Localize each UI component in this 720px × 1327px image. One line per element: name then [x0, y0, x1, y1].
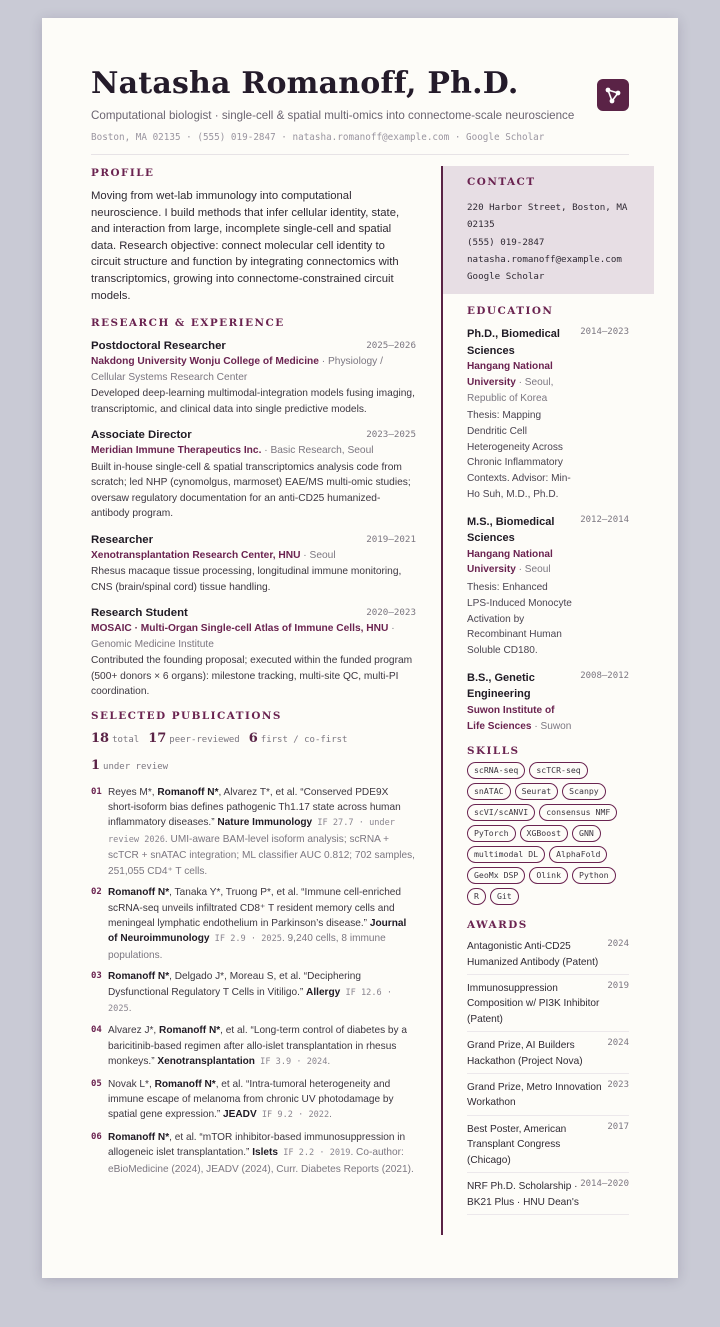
award-name: Grand Prize, AI Builders Hackathon (Project Nova)	[467, 1040, 583, 1067]
job-dates: 2025–2026	[366, 340, 416, 352]
award-name: Antagonistic Anti-CD25 Humanized Antibody (Patent)	[467, 941, 599, 968]
publication-impact: IF 2.9 · 2025	[209, 934, 282, 945]
award-item	[467, 1035, 629, 1074]
skills-tags	[467, 762, 629, 905]
publication-note: .	[327, 1056, 331, 1068]
education-school	[467, 547, 572, 578]
skill-tag: snATAC	[467, 783, 511, 800]
contact-line: 220 Harbor Street, Boston, MA 02135	[467, 202, 628, 231]
job-entry	[91, 532, 416, 596]
contact-line: natasha.romanoff@example.com	[467, 253, 622, 265]
skill-tag: PyTorch	[467, 825, 516, 842]
contact-lines	[467, 199, 654, 285]
profile-heading: PROFILE	[91, 167, 155, 179]
publication-authors: Reyes M*,	[108, 786, 158, 798]
publication-impact: IF 2.2 · 2019	[278, 1148, 351, 1159]
organization-name: Meridian Immune Therapeutics Inc.	[91, 445, 262, 457]
publication-self-author: Romanoff N*	[154, 1078, 216, 1090]
contact-line: Google Scholar	[467, 271, 545, 283]
publication-list	[91, 785, 416, 1177]
contact-panel	[443, 166, 654, 294]
network-graph-icon	[597, 79, 629, 111]
header-contact-line: Boston, MA 02135 · (555) 019-2847 · natasha.romanoff@example.com · Google Scholar	[91, 132, 545, 143]
job-description: Developed deep-learning multimodal-integration models fusing imaging, transcriptomic, and clinical data into single predictive models.	[91, 388, 415, 415]
publication-authors: Novak L*,	[108, 1078, 155, 1090]
stat-label: under review	[103, 761, 169, 772]
awards-heading: AWARDS	[467, 919, 528, 932]
job-title: Postdoctoral Researcher	[91, 340, 226, 353]
publication-item	[91, 1130, 416, 1177]
skill-tag: consensus NMF	[539, 804, 617, 821]
education-school	[467, 359, 572, 406]
school-name: Hangang National University	[467, 548, 553, 576]
school-name: Hangang National University	[467, 361, 553, 388]
skill-tag: XGBoost	[520, 825, 569, 842]
award-item	[467, 936, 629, 975]
job-organization	[91, 354, 416, 385]
education-dates: 2008–2012	[580, 670, 629, 681]
job-dates: 2020–2023	[366, 607, 416, 619]
publication-number: 05	[91, 1078, 102, 1089]
skill-tag: Python	[572, 867, 616, 884]
award-year: 2023	[607, 1080, 629, 1091]
publication-number: 02	[91, 887, 102, 898]
publication-note: . UMI-aware BAM-level isoform analysis; scRNA + scTCR + snATAC integration; ML classifier AUC 0.812; 702 samples, 251,055 CD4⁺ T cells.	[108, 833, 415, 877]
organization-detail: · Seoul	[300, 549, 336, 561]
header-divider	[91, 154, 629, 155]
job-description: Rhesus macaque tissue processing, longitudinal immune monitoring, CNS (brain/spinal cord) tissue handling.	[91, 566, 402, 593]
publication-item	[91, 1023, 416, 1070]
award-name: NRF Ph.D. Scholarship · BK21 Plus · HNU Dean's	[467, 1181, 579, 1208]
publication-journal: Journal of Neuroimmunology	[108, 917, 407, 945]
education-degree: B.S., Genetic Engineering	[467, 671, 535, 701]
network-graph-icon-svg	[597, 79, 629, 111]
skill-tag: Git	[490, 888, 519, 905]
publication-number: 03	[91, 971, 102, 982]
organization-name: MOSAIC · Multi-Organ Single-cell Atlas of Immune Cells, HNU	[91, 623, 389, 635]
publications-heading: SELECTED PUBLICATIONS	[91, 709, 282, 722]
skill-tag: R	[467, 888, 486, 905]
publication-title: , Alvarez T*, et al. “Conserved PDE9X short-isoform bias defines pathogenic Th1.17 state across human inflammatory diseases.”	[108, 786, 401, 829]
publication-journal: Allergy	[306, 986, 341, 998]
school-location: · Seoul	[515, 564, 551, 576]
school-location: · Seoul, Republic of Korea	[467, 376, 554, 404]
award-year: 2014–2020	[580, 1179, 629, 1190]
stat-number: 6	[248, 730, 258, 746]
stat-number: 17	[148, 730, 167, 746]
job-description: Contributed the founding proposal; executed within the funded program (500+ donors × 6 organs): milestone tracking, multi-site QC, multi-PI coordination.	[91, 655, 413, 698]
publication-note: . 9,240 cells, 8 immune populations.	[108, 933, 386, 961]
organization-name: Nakdong University Wonju College of Medicine	[91, 356, 319, 368]
main-column	[91, 167, 416, 1183]
tagline: Computational biologist · single-cell & spatial multi-omics into connectome-scale neuroscience	[91, 109, 575, 122]
job-entry	[91, 338, 416, 417]
stat-number: 18	[91, 730, 110, 746]
award-year: 2024	[607, 939, 629, 950]
stat-label: peer-reviewed	[169, 734, 240, 745]
organization-detail: · Basic Research, Seoul	[261, 445, 374, 457]
publication-item	[91, 885, 416, 963]
publication-impact: IF 3.9 · 2024	[254, 1057, 328, 1068]
experience-heading: RESEARCH & EXPERIENCE	[91, 317, 285, 330]
education-degree: Ph.D., Biomedical Sciences	[467, 328, 560, 357]
award-item	[467, 1176, 629, 1215]
award-year: 2024	[607, 1038, 629, 1049]
award-item	[467, 978, 629, 1032]
publication-journal: Islets	[252, 1147, 279, 1159]
education-thesis: Thesis: Mapping Dendritic Cell Heterogeneity Across Chronic Inflammatory Contexts. Advisor: Min-Ho Suh, M.D., Ph.D.	[467, 410, 571, 500]
publication-authors: Alvarez J*,	[108, 1025, 160, 1037]
publication-title: , et al. “mTOR inhibitor-based immunosuppression in allogeneic islet transplantation.”	[108, 1131, 406, 1159]
stat-label: first / co-first	[260, 734, 348, 745]
skill-tag: Seurat	[515, 783, 559, 800]
job-dates: 2019–2021	[366, 533, 416, 545]
candidate-name: Natasha Romanoff, Ph.D.	[91, 66, 519, 101]
publication-title: , et al. “Long-term control of diabetes by a baricitinib-based regimen after allo-islet transplantation in rhesus monkeys.”	[108, 1025, 408, 1068]
skill-tag: scRNA-seq	[467, 762, 525, 779]
award-name: Grand Prize, Metro Innovation Workathon	[467, 1082, 602, 1109]
resume-page	[42, 18, 678, 1278]
publication-number: 04	[91, 1025, 102, 1036]
job-description: Built in-house single-cell & spatial transcriptomics analysis code from scratch; led NHP (cynomolgus, marmoset) EAE/MS multi-omic studies; oversaw regulatory documentation for an anti-CD25 humanized-antibody program.	[91, 461, 411, 520]
skills-heading: SKILLS	[467, 745, 520, 758]
organization-name: Xenotransplantation Research Center, HNU	[91, 549, 301, 561]
job-organization	[91, 443, 416, 459]
publication-title: , Tanaka Y*, Truong P*, et al. “Immune cell-enriched scRNA-seq unveils infiltrated CD8⁺ T resident memory cells and meningeal lymphatic endothelium in Parkinson’s disease.”	[108, 887, 402, 929]
publication-self-author: Romanoff N*	[157, 786, 219, 798]
experience-list	[91, 338, 416, 700]
education-dates: 2014–2023	[580, 327, 629, 337]
publication-item	[91, 1077, 416, 1124]
publication-note: . Co-author: eBioMedicine (2024), JEADV (2024), Curr. Diabetes Reports (2021).	[108, 1147, 414, 1175]
award-name: Immunosuppression Composition w/ PI3K Inhibitor (Patent)	[467, 983, 600, 1025]
publication-title: , et al. “Intra-tumoral heterogeneity and immune escape of melanoma from chronic UV photodamage by spatial gene expression.”	[108, 1078, 394, 1121]
profile-text: Moving from wet-lab immunology into computational neuroscience. I build methods that infer cellular identity, state, and interaction from large, incomplete single-cell and spatial data. Research objective: connect molecular cell identity to circuit structure and function by integrating connectomics with transcriptomics, growing into connectome-constrained circuit models.	[91, 190, 400, 302]
skill-tag: Olink	[529, 867, 568, 884]
school-name: Suwon Institute of Life Sciences	[467, 704, 555, 732]
job-title: Research Student	[91, 607, 188, 620]
job-title: Associate Director	[91, 429, 192, 442]
publication-self-author: Romanoff N*	[108, 971, 170, 983]
publication-number: 06	[91, 1131, 102, 1142]
education-school	[467, 703, 572, 734]
job-organization	[91, 621, 416, 652]
stats-row	[91, 731, 416, 748]
education-entry	[467, 326, 629, 503]
organization-detail: · Physiology / Cellular Systems Research Center	[91, 356, 383, 383]
stat-number: 1	[91, 757, 101, 773]
publication-impact: IF 12.6 · 2025	[108, 987, 393, 1014]
publication-impact: IF 9.2 · 2022	[256, 1110, 330, 1121]
publication-title: , Delgado J*, Moreau S, et al. “Deciphering Dysfunctional Regulatory T Cells in Vitiligo.”	[108, 971, 362, 998]
school-location: · Suwon	[531, 720, 572, 732]
publication-journal: Xenotransplantation	[157, 1056, 255, 1068]
education-thesis: Thesis: Enhanced LPS-Induced Monocyte Activation by Recombinant Human Soluble CD180.	[467, 582, 572, 656]
job-organization	[91, 548, 416, 564]
education-heading: EDUCATION	[467, 305, 554, 317]
skill-tag: scVI/scANVI	[467, 804, 535, 821]
contact-line: (555) 019-2847	[467, 236, 545, 248]
education-degree: M.S., Biomedical Sciences	[467, 515, 555, 545]
education-entry	[467, 670, 629, 735]
publication-item	[91, 969, 416, 1017]
publication-self-author: Romanoff N*	[108, 1131, 170, 1143]
award-item	[467, 1077, 629, 1116]
side-column	[467, 305, 629, 1218]
publication-journal: JEADV	[223, 1109, 257, 1121]
skill-tag: GeoMx DSP	[467, 867, 525, 884]
publication-number: 01	[91, 786, 102, 797]
column-divider	[441, 166, 443, 1235]
education-dates: 2012–2014	[580, 514, 629, 525]
education-entry	[467, 514, 629, 659]
publication-item	[91, 785, 416, 879]
award-year: 2019	[607, 981, 629, 992]
job-entry	[91, 427, 416, 522]
job-entry	[91, 605, 416, 700]
award-item	[467, 1119, 629, 1173]
skill-tag: Scanpy	[562, 783, 606, 800]
award-year: 2017	[607, 1121, 629, 1132]
publication-impact: IF 27.7 · under review 2026	[108, 818, 395, 845]
job-title: Researcher	[91, 533, 154, 546]
publication-note: .	[329, 1109, 332, 1121]
education-list	[467, 326, 629, 734]
job-dates: 2023–2025	[366, 429, 416, 441]
skill-tag: AlphaFold	[549, 846, 607, 863]
publication-journal: Nature Immunology	[217, 817, 313, 829]
publication-self-author: Romanoff N*	[159, 1025, 221, 1037]
stats-row	[91, 758, 416, 775]
stat-label: total	[112, 734, 140, 745]
skill-tag: multimodal DL	[467, 846, 545, 863]
skill-tag: GNN	[572, 825, 601, 842]
contact-heading: CONTACT	[467, 176, 536, 188]
publication-self-author: Romanoff N*	[108, 887, 170, 899]
publication-stats	[91, 731, 416, 775]
skill-tag: scTCR-seq	[529, 762, 587, 779]
award-name: Best Poster, American Transplant Congress (Chicago)	[467, 1123, 567, 1166]
publication-note: .	[128, 1002, 132, 1014]
organization-detail: · Genomic Medicine Institute	[91, 623, 395, 650]
awards-list	[467, 936, 629, 1215]
